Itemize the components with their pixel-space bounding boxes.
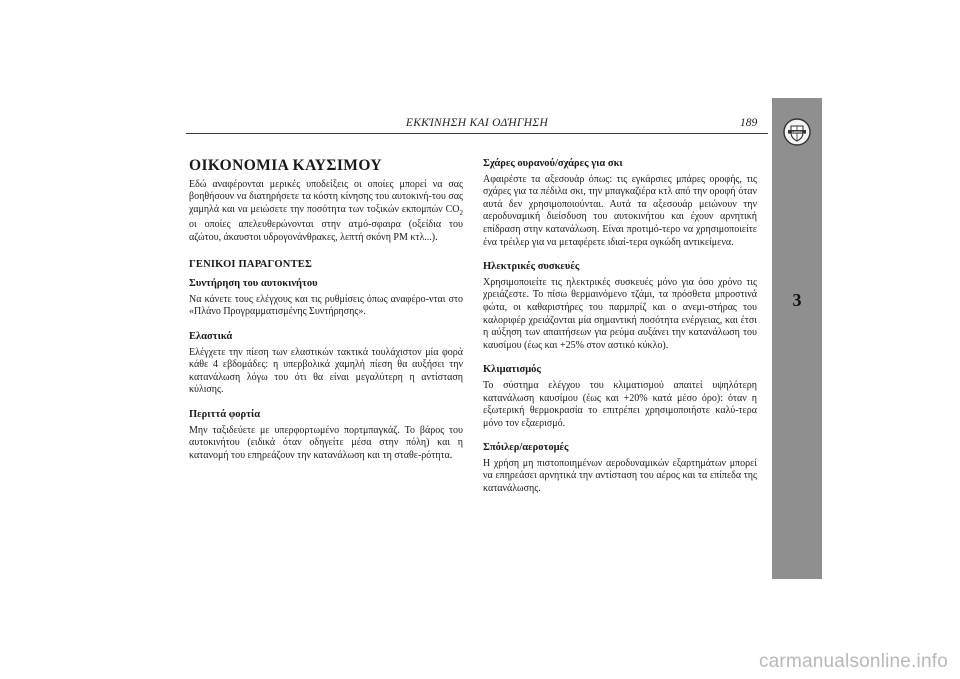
left-column <box>189 158 463 462</box>
page-number: 189 <box>740 117 758 129</box>
chapter-number: 3 <box>792 290 802 310</box>
paragraph-unnecessary-loads: Μην ταξιδεύετε με υπερφορτωμένο πορτμπαγκάζ. Το βάρος του αυτοκινήτου (ειδικά όταν οδηγείτε μέσα στην πόλη) και η κατανομή του επηρεάζουν την κατανάλωση και τη σταθε-ρότητα. <box>189 424 463 461</box>
subheading-spoilers: Σπόιλερ/αεροτομές <box>483 442 569 454</box>
paragraph-spoilers: Η χρήση μη πιστοποιημένων αεροδυναμικών εξαρτημάτων μπορεί να επηρεάσει αρνητικά την αντίσταση του αέρος και τα επίπεδα της κατανάλωσης. <box>483 457 757 495</box>
running-header: ΕΚΚΊΝΗΣΗ ΚΑΙ ΟΔΉΓΗΣΗ <box>405 117 549 129</box>
chapter-tab[interactable] <box>772 98 822 579</box>
paragraph-tyres: Ελέγχετε την πίεση των ελαστικών τακτικά τουλάχιστον μία φορά κάθε 4 εβδομάδες: η υπερβολικά χαμηλή πίεση θα αυξήσει την κατανάλωση λόγω του ότι θα είναι μεγαλύτερη η αντίσταση κύλισης. <box>189 346 463 396</box>
subheading-tyres: Ελαστικά <box>189 330 233 342</box>
lancia-shield-icon <box>783 118 811 146</box>
paragraph-vehicle-maintenance: Να κάνετε τους ελέγχους και τις ρυθμίσεις όπως αναφέρο-νται στο «Πλάνο Προγραμματισμένης Συντήρησης». <box>189 293 463 318</box>
subheading-unnecessary-loads: Περιττά φορτία <box>189 408 261 420</box>
section-heading-general-factors: ΓΕΝΙΚΟΙ ΠΑΡΑΓΟΝΤΕΣ <box>189 258 313 270</box>
subheading-roof-racks: Σχάρες ουρανού/σχάρες για σκι <box>483 158 623 169</box>
paragraph-electrical-devices: Χρησιμοποιείτε τις ηλεκτρικές συσκευές μόνο για όσο χρόνο τις χρειάζεστε. Το πίσω θερμαινόμενο τζάμι, τα πρόσθετα μπροστινά φώτα, οι καθαριστήρες του παρμπρίζ και ο ανεμι-στήρας του καλοριφέρ χρειάζονται μία σημαντική ποσότητα ενέργειας, και έτσι η αύξηση των απαιτήσεων για ρεύμα αυξάνει την κατανάλωση του καυσίμου (έως και +25% στον αστικό κύκλο). <box>483 276 757 351</box>
subheading-electrical-devices: Ηλεκτρικές συσκευές <box>483 261 580 273</box>
intro-paragraph: Εδώ αναφέρονται μερικές υποδείξεις οι οποίες μπορεί να σας βοηθήσουν να διατηρήσετε τα κόστη κίνησης του αυτοκινή-του σας χαμηλά και να μειώσετε την ποσότητα των τοξικών εκπομπών $CO_2$ οι οποίες απελευθερώνονται στην ατμό-σφαιρα (οξείδια του αζώτου, άκαυστοι υδρογονάνθρακες, λεπτή σκόνη PM κτλ...). <box>189 178 463 243</box>
header-divider <box>186 133 768 134</box>
paragraph-roof-racks: Αφαιρέστε τα αξεσουάρ όπως: τις εγκάρσιες μπάρες οροφής, τις σχάρες για τα πέδιλα σκι, την μπαγκαζιέρα κτλ από την οροφή όταν αυτά δεν χρησιμοποιούνται. Αυτά τα αξεσουάρ μειώνουν την αεροδυναμική διείσδυση του αυτοκινήτου και έχουν αρνητική επίδραση στην κατανάλωση. Είναι προτιμό-τερο να χρησιμοποιείτε ένα τρέιλερ για να μεταφέρετε ιδιαί-τερα ογκώδη αντικείμενα. <box>483 173 757 248</box>
lancia-logo-text: LANCIA <box>791 130 803 134</box>
watermark: carmanualsonline.info <box>758 651 948 672</box>
subheading-vehicle-maintenance: Συντήρηση του αυτοκινήτου <box>189 278 318 290</box>
right-column <box>483 158 757 496</box>
page-title: ΟΙΚΟΝΟΜΙΑ ΚΑΥΣΙΜΟΥ <box>189 157 382 174</box>
paragraph-air-conditioning: Το σύστημα ελέγχου του κλιματισμού απαιτεί υψηλότερη κατανάλωση καυσίμου (έως και +20% κατά μέσο όρο): όταν η εξωτερική θερμοκρασία το επιτρέπει χρησιμοποιήστε καλύ-τερα μόνο τον εξαερισμό. <box>483 379 757 429</box>
subheading-air-conditioning: Κλιματισμός <box>483 364 541 376</box>
